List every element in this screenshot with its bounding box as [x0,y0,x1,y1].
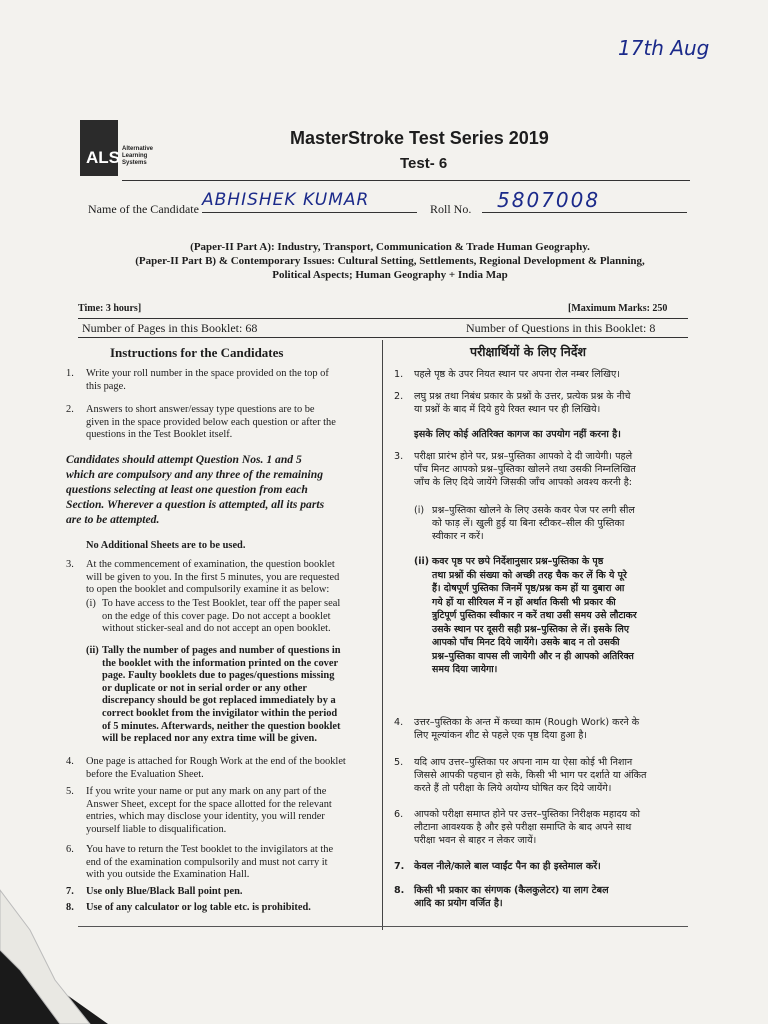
max-marks: [Maximum Marks: 250 [568,303,668,314]
list-item: 7. केवल नीले/काले बाल प्वाईंट पैन का ही इस्तेमाल करें। [394,861,601,872]
rule-top [78,318,688,319]
list-item: 1. पहले पृष्ठ के उपर नियत स्थान पर अपना रोल नम्बर लिखिए। [394,369,620,380]
time-label: Time: 3 hours] [78,303,142,314]
list-item: 4. One page is attached for Rough Work at the end of the booklet before the Evaluation Sheet. [66,756,346,780]
roll-underline [482,212,687,213]
list-item: 6. You have to return the Test booklet to the invigilators at the end of the examination compulsorily and must not carry it with you outside the Examination Hall. [66,844,334,881]
question-count: Number of Questions in this Booklet: 8 [466,321,656,335]
hindi-instructions [394,368,694,938]
handwritten-date: 17th Aug [618,36,710,60]
paper-description: (Paper-II Part A): Industry, Transport, Communication & Trade Human Geography. (Paper-II Part B) & Contemporary Issues: Cultural Setting, Settlements, Regional Development & Planning, Political Aspects; Human Geography + India Map [135,241,645,281]
list-subitem: (i) To have access to the Test Booklet, tear off the paper seal on the edge of this cover page. Do not accept a booklet without sticker-seal and do not accept an open booklet. [86,598,341,635]
name-label: Name of the Candidate [88,202,199,216]
list-item: 6. आपको परीक्षा समाप्त होने पर उत्तर–पुस्तिका निरीक्षक महादय को लौटाना आवश्यक है और इसे परीक्षा समाप्ति के बाद अपने साथ परीक्षा भवन से बाहर न लेकर जायें। [394,809,641,846]
list-item: 3. At the commencement of examination, the question booklet will be given to you. In the first 5 minutes, you are requested to open the booklet and compulsorily examine it as below: [66,559,340,596]
logo-name: Alternative Learning Systems [122,146,154,166]
list-item: 2. Answers to short answer/essay type questions are to be given in the space provided below each question or after the questions in the Test Booklet itself. [66,404,336,441]
page-count: Number of Pages in this Booklet: 68 [82,321,258,335]
list-item: 3. परीक्षा प्रारंभ होने पर, प्रश्न–पुस्तिका आपको दे दी जायेगी। पहले पाँच मिनट आपको प्रश्न–पुस्तिका खोलने तथा उसकी निम्नलिखित जाँच के लिए दिये जायेंगे जिसकी जाँच आपको अवश्य करनी है: [394,451,636,488]
no-sheets-notice: No Additional Sheets are to be used. [86,540,246,551]
torn-corner [0,830,110,1024]
attempt-notice: Candidates should attempt Question Nos. 1 and 5 which are compulsory and any three of the remaining questions selecting at least one question from each Section. Wherever a question is attempted, all its parts are to be attempted. [66,453,325,526]
roll-label: Roll No. [430,202,472,216]
list-subitem: (i) प्रश्न–पुस्तिका खोलने के लिए उसके कवर पेज पर लगी सील को फाड़ लें। खुली हुई या बिना स्टीकर–सील की पुस्तिका स्वीकार न करें। [414,505,635,542]
list-item: 7. Use only Blue/Black Ball point pen. [66,886,243,897]
roll-number: 5807008 [497,188,601,212]
list-item: 2. लघु प्रश्न तथा निबंध प्रकार के प्रश्नों के उत्तर, प्रत्येक प्रश्न के नीचे या प्रश्नों के बाद में दिये हुये रिक्त स्थान पर ही लिखिये। [394,391,631,415]
logo-abbr: ALS [86,148,120,167]
list-item: 1. Write your roll number in the space provided on the top of this page. [66,368,329,392]
footer-rule [78,926,688,927]
list-item: 5. If you write your name or put any mark on any part of the Answer Sheet, except for the space allotted for the relevant entries, which may disclose your identity, you will render yourself liable to disqualification. [66,786,332,835]
hindi-heading: परीक्षार्थियों के लिए निर्देश [470,344,586,359]
no-sheets-notice-hi: इसके लिए कोई अतिरिक्त कागज का उपयोग नहीं करना है। [414,429,621,440]
rule-bottom [78,337,688,338]
list-subitem: (ii) कवर पृष्ठ पर छपे निर्देशानुसार प्रश्न–पुस्तिका के पृष्ठ तथा प्रश्नों की संख्या को अच्छी तरह चैक कर लें कि ये पूरे हैं। दोषपूर्ण पुस्तिका जिनमें पृष्ठ/प्रश्न कम हों या दुबारा आ गये हों या सीरियल में न हों अर्थात किसी भी प्रकार की त्रुटिपूर्ण पुस्तिका स्वीकार न करें तथा उसी समय उसे लौटाकर उसके स्थान पर दूसरी सही प्रश्न–पुस्तिका ले लें। इसके लिए आपको पाँच मिनट दिये जायेंगे। उसके बाद न तो उसकी प्रश्न–पुस्तिका वापस ली जायेगी और न ही आपको अतिरिक्त समय दिया जायेगा। [414,556,637,675]
list-item: 8. Use of any calculator or log table etc. is prohibited. [66,902,311,913]
list-subitem: (ii) Tally the number of pages and number of questions in the booklet with the information printed on the cover page. Faulty booklets due to pages/questions missing or duplicate or not in serial order or any other discrepancy should be got replaced immediately by a correct booklet from the invigilator within the period of 5 minutes. Afterwards, neither the question booklet will be replaced nor any extra time will be given. [86,645,341,745]
candidate-name: ABHISHEK KUMAR [202,190,370,210]
name-underline [202,212,417,213]
english-heading: Instructions for the Candidates [110,345,284,360]
page-title: MasterStroke Test Series 2019 [290,128,549,148]
list-item: 8. किसी भी प्रकार का संगणक (कैलकुलेटर) या लाग टेबल आदि का प्रयोग वर्जित है। [394,885,609,909]
column-divider [382,340,383,930]
test-number: Test- 6 [400,155,448,172]
list-item: 5. यदि आप उत्तर–पुस्तिका पर अपना नाम या ऐसा कोई भी निशान जिससे आपकी पहचान हो सके, किसी भी भाग पर दर्शाते या अंकित करते हैं तो परीक्षा के लिये अयोग्य घोषित कर दिये जायेंगे। [394,757,647,794]
list-item: 4. उत्तर–पुस्तिका के अन्त में कच्चा काम (Rough Work) करने के लिए मूल्यांकन शीट से पहले एक पृष्ठ दिया हुआ है। [394,717,640,741]
header-divider [122,180,690,181]
english-instructions [66,368,376,938]
